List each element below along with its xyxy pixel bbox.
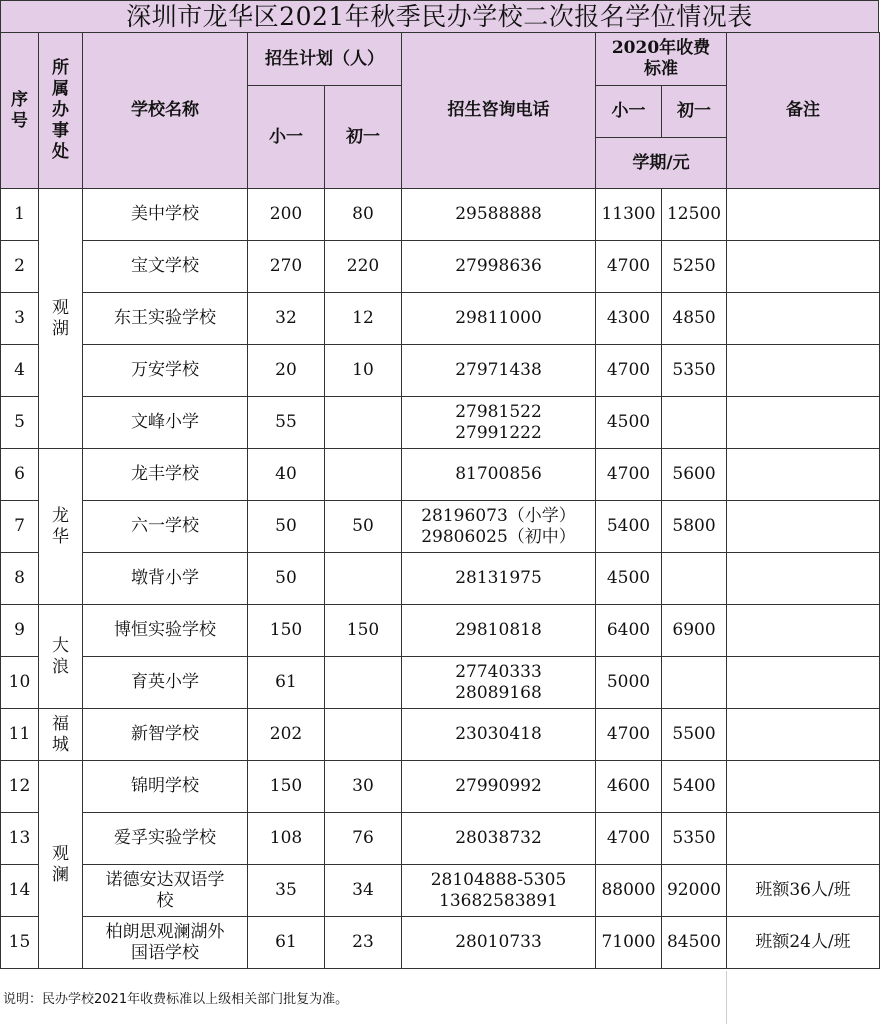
school-name: 龙丰学校 (83, 449, 248, 501)
table-row (1, 813, 880, 865)
row-seq: 3 (1, 293, 39, 345)
fee-grade7: 4850 (662, 293, 727, 345)
header-plan-grade7: 初一 (325, 86, 402, 189)
fee-grade1: 4700 (596, 449, 662, 501)
plan-grade1: 61 (248, 917, 325, 969)
plan-grade1: 108 (248, 813, 325, 865)
plan-grade7: 76 (325, 813, 402, 865)
plan-grade1: 32 (248, 293, 325, 345)
school-name: 万安学校 (83, 345, 248, 397)
remark (727, 293, 880, 345)
plan-grade7: 23 (325, 917, 402, 969)
table-row (1, 189, 880, 241)
phone-number: 27740333 28089168 (402, 657, 596, 709)
fee-grade7: 6900 (662, 605, 727, 657)
phone-number: 28038732 (402, 813, 596, 865)
remark (727, 657, 880, 709)
fee-grade1: 88000 (596, 865, 662, 917)
plan-grade7: 10 (325, 345, 402, 397)
plan-grade7: 220 (325, 241, 402, 293)
header-fee-grade7: 初一 (662, 86, 727, 138)
plan-grade7: 30 (325, 761, 402, 813)
row-seq: 15 (1, 917, 39, 969)
school-name: 爱孚实验学校 (83, 813, 248, 865)
fee-grade7 (662, 397, 727, 449)
fee-grade1: 4500 (596, 397, 662, 449)
phone-number: 28131975 (402, 553, 596, 605)
remark (727, 397, 880, 449)
plan-grade7: 50 (325, 501, 402, 553)
fee-grade7 (662, 553, 727, 605)
plan-grade1: 50 (248, 501, 325, 553)
school-name: 诺德安达双语学 校 (83, 865, 248, 917)
phone-number: 27990992 (402, 761, 596, 813)
school-name: 六一学校 (83, 501, 248, 553)
school-name: 锦明学校 (83, 761, 248, 813)
row-seq: 13 (1, 813, 39, 865)
plan-grade7: 12 (325, 293, 402, 345)
plan-grade1: 35 (248, 865, 325, 917)
fee-grade7: 5350 (662, 813, 727, 865)
school-name: 新智学校 (83, 709, 248, 761)
phone-number: 29811000 (402, 293, 596, 345)
phone-number: 28196073（小学） 29806025（初中） (402, 501, 596, 553)
fee-grade1: 6400 (596, 605, 662, 657)
remark (727, 449, 880, 501)
remark (727, 605, 880, 657)
footnote: 说明：民办学校2021年收费标准以上级相关部门批复为准。 (3, 992, 349, 1007)
plan-grade1: 20 (248, 345, 325, 397)
fee-grade7: 5500 (662, 709, 727, 761)
plan-grade7: 150 (325, 605, 402, 657)
page-title: 深圳市龙华区2021年秋季民办学校二次报名学位情况表 (0, 0, 879, 33)
phone-number: 27998636 (402, 241, 596, 293)
plan-grade1: 61 (248, 657, 325, 709)
fee-grade7: 92000 (662, 865, 727, 917)
header-plan-grade1: 小一 (248, 86, 325, 189)
row-seq: 12 (1, 761, 39, 813)
plan-grade1: 150 (248, 761, 325, 813)
plan-grade1: 270 (248, 241, 325, 293)
row-seq: 2 (1, 241, 39, 293)
table-row (1, 241, 880, 293)
fee-grade1: 4600 (596, 761, 662, 813)
table-row (1, 449, 880, 501)
district-cell: 福 城 (39, 709, 83, 761)
plan-grade7: 34 (325, 865, 402, 917)
table-row (1, 397, 880, 449)
fee-grade7: 5600 (662, 449, 727, 501)
phone-number: 28104888-5305 13682583891 (402, 865, 596, 917)
district-cell: 龙 华 (39, 449, 83, 605)
phone-number: 28010733 (402, 917, 596, 969)
phone-number: 23030418 (402, 709, 596, 761)
plan-grade7 (325, 397, 402, 449)
table-row (1, 605, 880, 657)
school-name: 育英小学 (83, 657, 248, 709)
row-seq: 1 (1, 189, 39, 241)
header-phone: 招生咨询电话 (402, 33, 596, 189)
plan-grade1: 150 (248, 605, 325, 657)
fee-grade1: 4700 (596, 813, 662, 865)
school-name: 宝文学校 (83, 241, 248, 293)
row-seq: 6 (1, 449, 39, 501)
school-name: 美中学校 (83, 189, 248, 241)
district-cell: 大 浪 (39, 605, 83, 709)
plan-grade7 (325, 657, 402, 709)
phone-number: 27981522 27991222 (402, 397, 596, 449)
table-row (1, 657, 880, 709)
remarks-column-extension (726, 971, 879, 1024)
fee-grade1: 5400 (596, 501, 662, 553)
enrollment-table (0, 32, 880, 969)
plan-grade1: 50 (248, 553, 325, 605)
remark (727, 709, 880, 761)
header-school-name: 学校名称 (83, 33, 248, 189)
row-seq: 9 (1, 605, 39, 657)
fee-grade7: 5800 (662, 501, 727, 553)
phone-number: 29810818 (402, 605, 596, 657)
plan-grade7 (325, 449, 402, 501)
school-name: 柏朗思观澜湖外 国语学校 (83, 917, 248, 969)
plan-grade7 (325, 709, 402, 761)
remark: 班额24人/班 (727, 917, 880, 969)
row-seq: 7 (1, 501, 39, 553)
plan-grade1: 40 (248, 449, 325, 501)
remark: 班额36人/班 (727, 865, 880, 917)
remark (727, 241, 880, 293)
remark (727, 501, 880, 553)
fee-grade1: 71000 (596, 917, 662, 969)
table-row (1, 709, 880, 761)
header-enrollment-plan: 招生计划（人） (248, 33, 402, 86)
plan-grade1: 202 (248, 709, 325, 761)
fee-grade7 (662, 657, 727, 709)
row-seq: 10 (1, 657, 39, 709)
row-seq: 4 (1, 345, 39, 397)
table-row (1, 865, 880, 917)
district-cell: 观 澜 (39, 761, 83, 969)
table-row (1, 345, 880, 397)
school-name: 东王实验学校 (83, 293, 248, 345)
fee-grade1: 4700 (596, 709, 662, 761)
table-row (1, 293, 880, 345)
fee-grade7: 12500 (662, 189, 727, 241)
school-name: 文峰小学 (83, 397, 248, 449)
fee-grade7: 5400 (662, 761, 727, 813)
header-district: 所 属 办 事 处 (39, 33, 83, 189)
remark (727, 345, 880, 397)
row-seq: 11 (1, 709, 39, 761)
fee-grade1: 4700 (596, 345, 662, 397)
remark (727, 189, 880, 241)
fee-grade7: 5350 (662, 345, 727, 397)
fee-grade1: 5000 (596, 657, 662, 709)
plan-grade1: 200 (248, 189, 325, 241)
plan-grade7: 80 (325, 189, 402, 241)
table-row (1, 553, 880, 605)
table-row (1, 761, 880, 813)
plan-grade1: 55 (248, 397, 325, 449)
header-fee-standard: 2020年收费 标准 (596, 33, 727, 86)
header-seq: 序 号 (1, 33, 39, 189)
fee-grade1: 11300 (596, 189, 662, 241)
plan-grade7 (325, 553, 402, 605)
header-remarks: 备注 (727, 33, 880, 189)
row-seq: 14 (1, 865, 39, 917)
school-name: 博恒实验学校 (83, 605, 248, 657)
fee-grade1: 4500 (596, 553, 662, 605)
row-seq: 5 (1, 397, 39, 449)
header-fee-grade1: 小一 (596, 86, 662, 138)
remark (727, 553, 880, 605)
district-cell: 观 湖 (39, 189, 83, 449)
fee-grade1: 4300 (596, 293, 662, 345)
remark (727, 761, 880, 813)
fee-grade7: 84500 (662, 917, 727, 969)
school-name: 墩背小学 (83, 553, 248, 605)
phone-number: 29588888 (402, 189, 596, 241)
header-fee-unit: 学期/元 (596, 138, 727, 189)
phone-number: 81700856 (402, 449, 596, 501)
fee-grade1: 4700 (596, 241, 662, 293)
table-row (1, 501, 880, 553)
phone-number: 27971438 (402, 345, 596, 397)
table-row (1, 917, 880, 969)
fee-grade7: 5250 (662, 241, 727, 293)
remark (727, 813, 880, 865)
row-seq: 8 (1, 553, 39, 605)
